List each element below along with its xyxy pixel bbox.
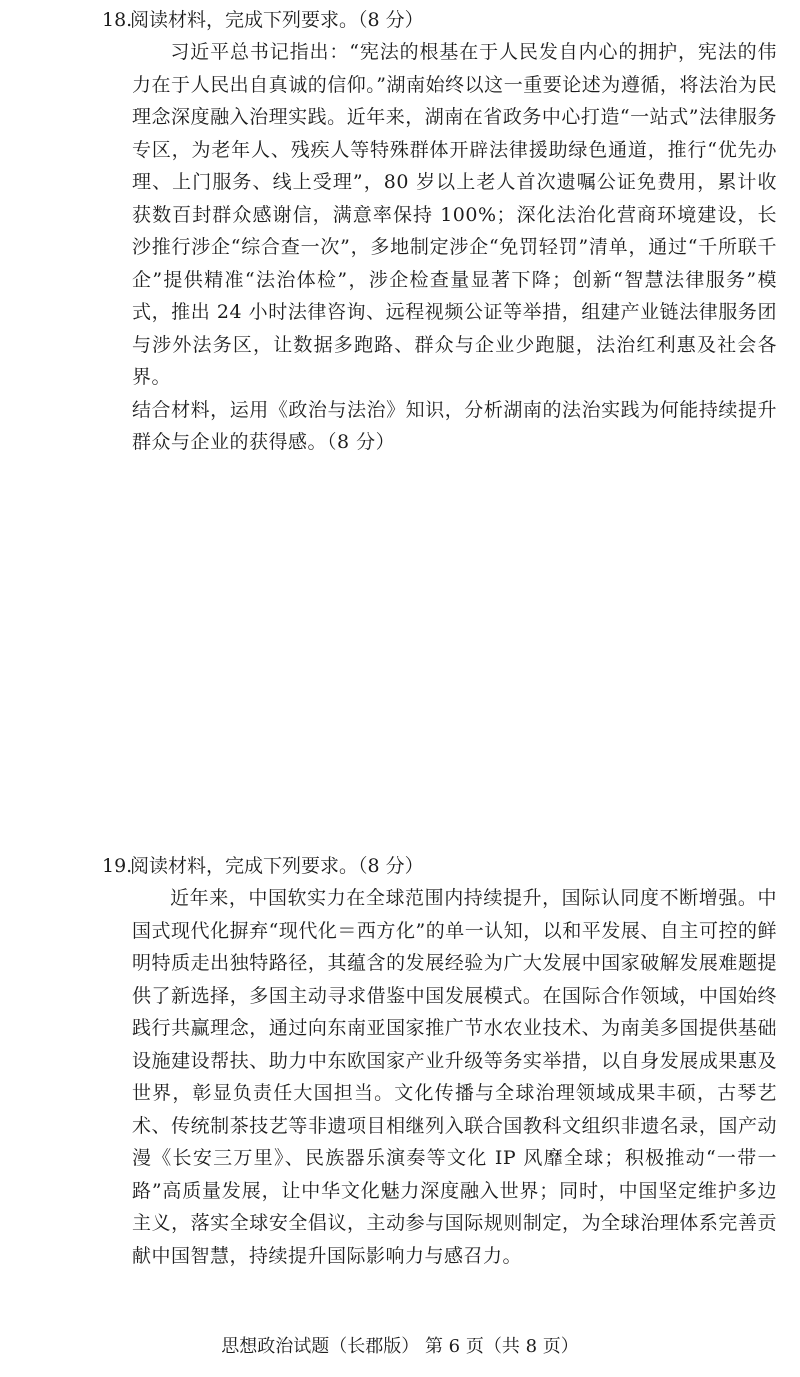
question-19-title — [102, 850, 777, 882]
page-footer: 思想政治试题（长郡版） 第 6 页（共 8 页） — [221, 1336, 579, 1357]
answer-space — [102, 459, 777, 839]
question-19 — [102, 850, 777, 1272]
question-18-prompt: 结合材料，运用《政治与法治》知识，分析湖南的法治实践为何能持续提升群众与企业的获得感。（8 分） — [132, 398, 777, 453]
question-18-material-text: 习近平总书记指出：“宪法的根基在于人民发自内心的拥护，宪法的伟力在于人民出自真诚的信仰。”湖南始终以这一重要论述为遵循，将法治为民理念深度融入治理实践。近年来，湖南在省政务中心打造“一站式”法律服务专区，为老年人、残疾人等特殊群体开辟法律援助绿色通道，推行“优先办理、上门服务、线上受理”，80 岁以上老人首次遗嘱公证免费用，累计收获数百封群众感谢信，满意率保持 100%；深化法治化营商环境建设，长沙推行涉企“综合查一次”，多地制定涉企“免罚轻罚”清单，通过“千所联千企”提供精准“法治体检”，涉企检查量显著下降；创新“智慧法律服务”模式，推出 24 小时法律咨询、远程视频公证等举措，组建产业链法律服务团与涉外法务区，让数据多跑路、群众与企业少跑腿，法治红利惠及社会各界。 — [132, 41, 777, 388]
question-19-material-text: 近年来，中国软实力在全球范围内持续提升，国际认同度不断增强。中国式现代化摒弃“现代化＝西方化”的单一认知，以和平发展、自主可控的鲜明特质走出独特路径，其蕴含的发展经验为广大发展中国家破解发展难题提供了新选择，多国主动寻求借鉴中国发展模式。在国际合作领域，中国始终践行共赢理念，通过向东南亚国家推广节水农业技术、为南美多国提供基础设施建设帮扶、助力中东欧国家产业升级等务实举措，以自身发展成果惠及世界，彰显负责任大国担当。文化传播与全球治理领域成果丰硕，古琴艺术、传统制茶技艺等非遗项目相继列入联合国教科文组织非遗名录，国产动漫《长安三万里》、民族器乐演奏等文化 IP 风靡全球；积极推动“一带一路”高质量发展，让中华文化魅力深度融入世界；同时，中国坚定维护多边主义，落实全球安全倡议，主动参与国际规则制定，为全球治理体系完善贡献中国智慧，持续提升国际影响力与感召力。 — [132, 887, 777, 1267]
question-18-material — [102, 36, 777, 394]
question-19-number: 19. — [102, 855, 133, 877]
question-18-title — [102, 4, 777, 36]
question-18-heading: 阅读材料，完成下列要求。（8 分） — [130, 9, 424, 31]
question-19-heading: 阅读材料，完成下列要求。（8 分） — [130, 855, 424, 877]
question-19-material — [102, 882, 777, 1272]
question-18 — [102, 4, 777, 839]
question-18-number: 18. — [102, 9, 133, 31]
